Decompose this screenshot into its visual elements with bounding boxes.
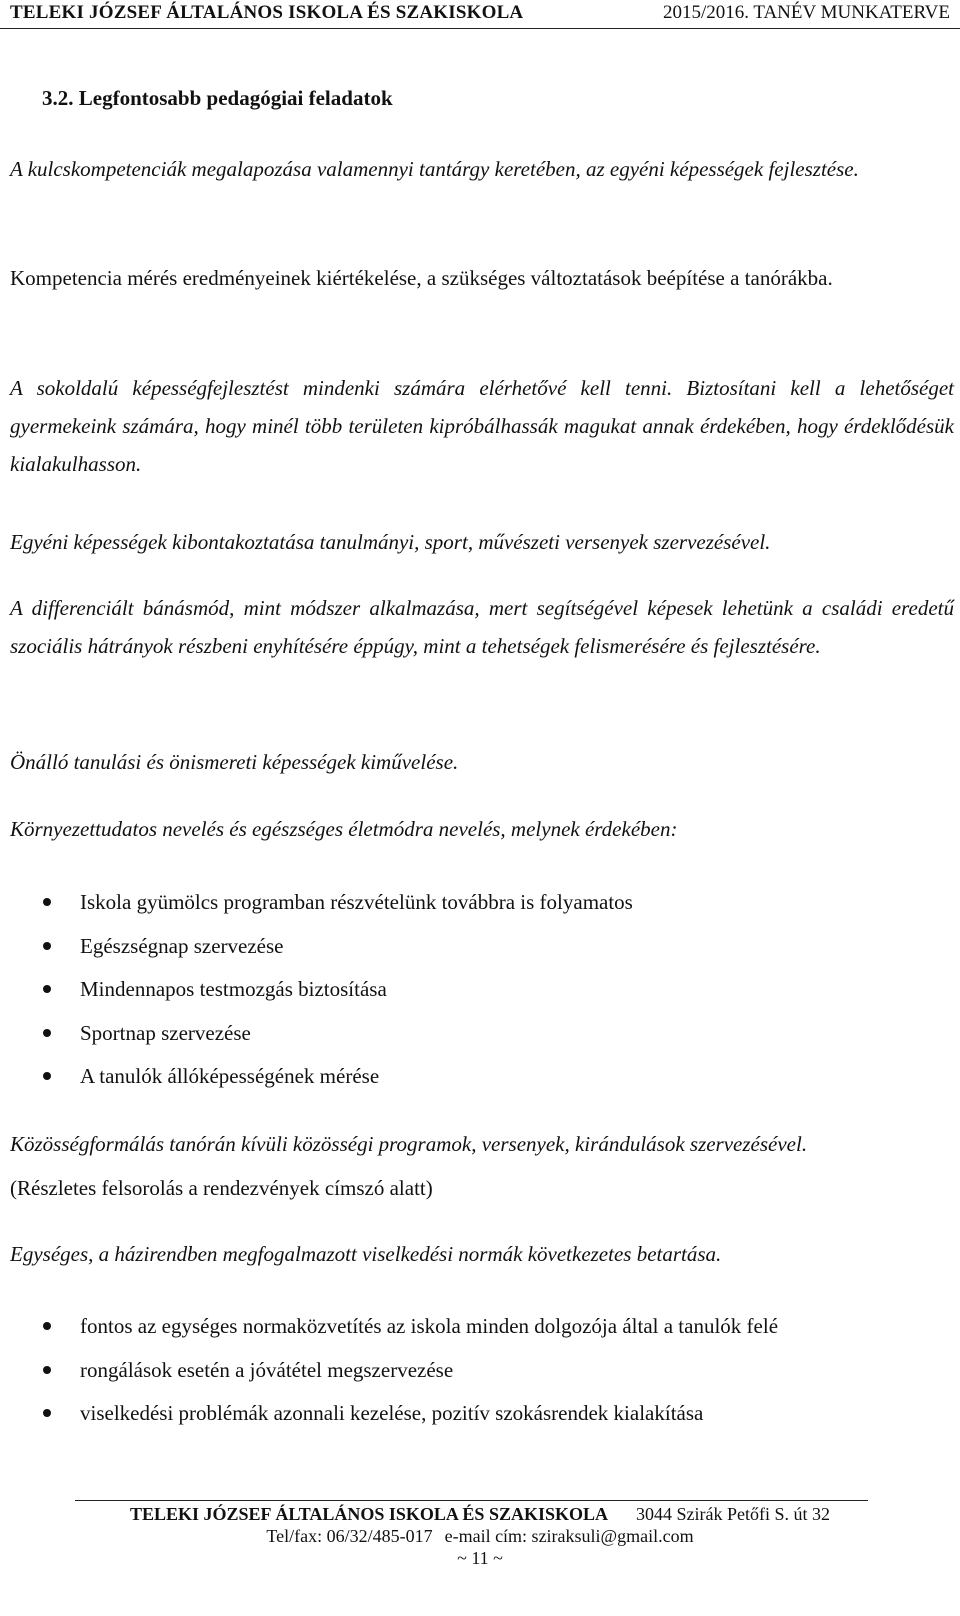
- list-item: [0, 1020, 633, 1064]
- paragraph-individual-abilities: Egyéni képességek kibontakoztatása tanulmányi, sport, művészeti versenyek szervezésével.: [10, 530, 771, 554]
- bullet-icon: [43, 1072, 51, 1080]
- bullet-icon: [43, 1366, 51, 1374]
- health-list: [0, 889, 633, 1107]
- list-item-text: Egészségnap szervezése: [80, 933, 284, 958]
- paragraph-differentiated-treatment: A differenciált bánásmód, mint módszer alkalmazása, mert segítségével képesek lehetünk a családi eredetű szociális hátrányok részbeni enyhítésére éppúgy, mint a tehetségek felismerésére és fejlesztésére.: [10, 596, 954, 658]
- list-item: [0, 1357, 778, 1401]
- list-item: [0, 1313, 778, 1357]
- header-plan-title: 2015/2016. TANÉV MUNKATERVE: [662, 2, 950, 23]
- list-item: [0, 976, 633, 1020]
- paragraph-independent-learning: Önálló tanulási és önismereti képességek kiművelése.: [10, 750, 459, 774]
- behaviour-list: [0, 1313, 778, 1444]
- bullet-icon: [43, 1322, 51, 1330]
- paragraph-competency-assessment: Kompetencia mérés eredményeinek kiértékelése, a szükséges változtatások beépítése a tanórákba.: [10, 266, 833, 290]
- list-item-text: viselkedési problémák azonnali kezelése, pozitív szokásrendek kialakítása: [80, 1401, 704, 1425]
- bullet-icon: [43, 1409, 51, 1417]
- list-item-text: A tanulók állóképességének mérése: [80, 1064, 380, 1088]
- footer-school-name: TELEKI JÓZSEF ÁLTALÁNOS ISKOLA ÉS SZAKISKOLA: [129, 1504, 608, 1524]
- paragraph-key-competencies: A kulcskompetenciák megalapozása valamennyi tantárgy keretében, az egyéni képességek fejlesztése.: [10, 157, 859, 181]
- list-item: [0, 889, 633, 933]
- list-item-text: rongálások esetén a jóvátétel megszervezése: [80, 1357, 454, 1382]
- footer-divider: [75, 1500, 868, 1501]
- list-item-text: Sportnap szervezése: [80, 1020, 251, 1045]
- bullet-icon: [43, 985, 51, 993]
- section-title: 3.2. Legfontosabb pedagógiai feladatok: [42, 86, 393, 110]
- paragraph-behaviour-norms: Egységes, a házirendben megfogalmazott viselkedési normák következetes betartása.: [10, 1242, 722, 1266]
- paragraph-versatile-development: A sokoldalú képességfejlesztést mindenki számára elérhetővé kell tenni. Biztosítani kell a lehetőséget gyermekeink számára, hogy minél több területen kipróbálhassák magukat annak érdekében, hogy érdeklődésük kialakulhasson.: [10, 376, 954, 476]
- page-number: ~ 11 ~: [457, 1548, 503, 1568]
- footer-email: e-mail cím: sziraksuli@gmail.com: [444, 1526, 694, 1546]
- list-item: [0, 933, 633, 977]
- paragraph-details-note: (Részletes felsorolás a rendezvények címszó alatt): [10, 1176, 433, 1200]
- list-item: [0, 1400, 778, 1444]
- bullet-icon: [43, 1029, 51, 1037]
- list-item-text: Mindennapos testmozgás biztosítása: [80, 977, 387, 1001]
- footer-address: 3044 Szirák Petőfi S. út 32: [636, 1504, 830, 1524]
- page-header: [0, 0, 960, 29]
- header-school-name: TELEKI JÓZSEF ÁLTALÁNOS ISKOLA ÉS SZAKISKOLA: [10, 2, 524, 23]
- list-item: [0, 1063, 633, 1107]
- bullet-icon: [43, 898, 51, 906]
- list-item-text: fontos az egységes normaközvetítés az iskola minden dolgozója által a tanulók felé: [80, 1314, 779, 1338]
- page-footer: [0, 1503, 960, 1569]
- paragraph-environmental-education: Környezettudatos nevelés és egészséges életmódra nevelés, melynek érdekében:: [10, 817, 678, 841]
- footer-phone: Tel/fax: 06/32/485-017: [266, 1526, 433, 1546]
- list-item-text: Iskola gyümölcs programban részvételünk továbbra is folyamatos: [80, 890, 633, 914]
- bullet-icon: [43, 942, 51, 950]
- paragraph-community-building: Közösségformálás tanórán kívüli közösségi programok, versenyek, kirándulások szervezésével.: [10, 1132, 808, 1156]
